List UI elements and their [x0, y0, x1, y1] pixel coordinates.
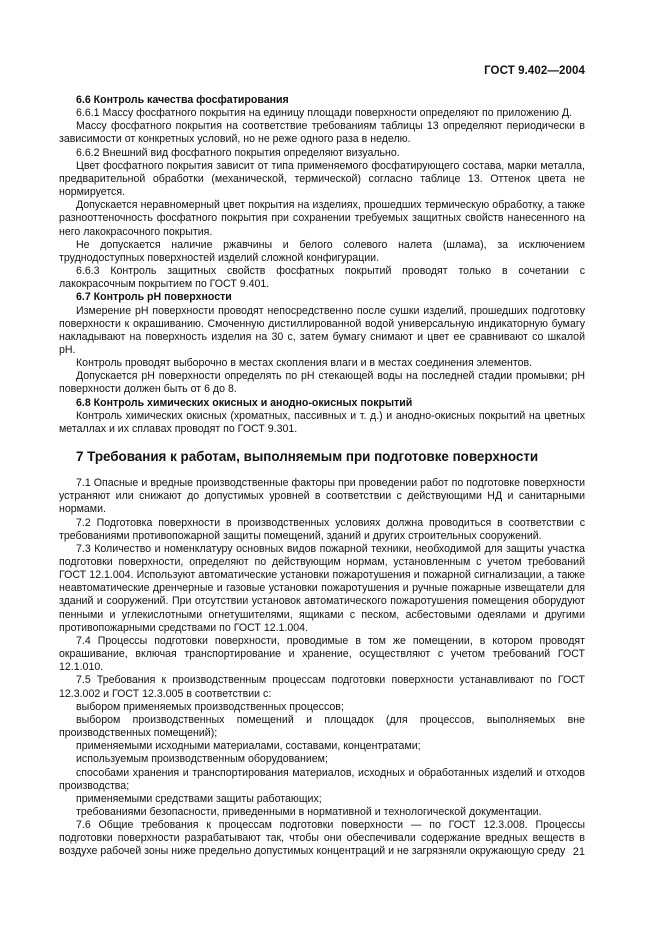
list-item: применяемыми исходными материалами, составами, концентратами; — [76, 740, 421, 753]
subsection-heading-6-8: 6.8 Контроль химических окисных и анодно-окисных покрытий — [76, 396, 413, 409]
list-item: выбором применяемых производственных процессов; — [76, 700, 344, 713]
paragraph: 6.6.1 Массу фосфатного покрытия на единицу площади поверхности определяют по приложению Д. — [76, 107, 572, 120]
list-item: выбором производственных помещений и площадок (для процессов, выполняемых вне производственных помещений); — [59, 713, 585, 740]
paragraph: Не допускается наличие ржавчины и белого солевого налета (шлама), за исключением труднодоступных поверхностей изделий сложной конфигурации. — [59, 238, 585, 264]
section-heading-7: 7 Требования к работам, выполняемым при подготовке поверхности — [76, 449, 539, 465]
paragraph: 7.6 Общие требования к процессам подготовки поверхности — по ГОСТ 12.3.008. Процессы подготовки поверхности разрабатывают так, чтобы они обеспечивали содержание вредных веществ в воздухе рабочей зоны ниже предельно допустимых концентраций и не загрязняли окружающую среду — [59, 819, 585, 858]
paragraph: Цвет фосфатного покрытия зависит от типа применяемого фосфатирующего состава, марки металла, предварительной обработки (механической, термической) согласно таблице 13. Оттенок цвета не нормируется. — [59, 159, 585, 199]
paragraph: 7.1 Опасные и вредные производственные факторы при проведении работ по подготовке поверхности устраняют или снижают до допустимых уровней в соответствии с действующими НД и санитарными нормами. — [59, 477, 585, 516]
list-item: используемым производственным оборудованием; — [76, 753, 328, 766]
paragraph: 6.6.3 Контроль защитных свойств фосфатных покрытий проводят только в сочетании с лакокрасочным покрытием по ГОСТ 9.401. — [59, 265, 585, 291]
document-code-header: ГОСТ 9.402—2004 — [484, 65, 585, 77]
paragraph: 7.2 Подготовка поверхности в производственных условиях должна проводиться в соответствии с требованиями противопожарной защиты помещений, зданий и других строительных сооружений. — [59, 516, 585, 542]
paragraph: Допускается pH поверхности определять по pH стекающей воды на последней стадии промывки; pH поверхности должен быть от 6 до 8. — [59, 370, 585, 396]
subsection-heading-6-7: 6.7 Контроль pH поверхности — [76, 291, 232, 304]
list-item: способами хранения и транспортирования материалов, исходных и обработанных изделий и отходов производства; — [59, 766, 585, 792]
paragraph: 6.6.2 Внешний вид фосфатного покрытия определяют визуально. — [76, 146, 400, 159]
paragraph: 7.3 Количество и номенклатуру основных видов пожарной техники, необходимой для защиты участка подготовки поверхности, определяют по действующим нормам, установленным с учетом требований ГОСТ 12.1.004. Используют автоматические установки пожаротушения и пожарной сигнализации, а также неавтоматические дренчерные и газовые установки пожаротушения и ручные пожарные извещатели для зданий и сооружений. При отсутствии установок автоматического пожаротушения помещения оборудуют пенными и углекислотными огнетушителями, ящиками с песком, асбестовыми одеялами и другими противопожарными средствами по ГОСТ 12.1.004. — [59, 542, 585, 634]
paragraph: Допускается неравномерный цвет покрытия на изделиях, прошедших термическую обработку, а также разнооттеночность фосфатного покрытия при сохранении требуемых защитных свойств нанесенного на него лакокрасочного покрытия. — [59, 199, 585, 238]
paragraph: Измерение pH поверхности проводят непосредственно после сушки изделий, прошедших подготовку поверхности к окрашиванию. Смоченную дистиллированной водой универсальную индикаторную бумагу накладывают на поверхность изделия на 30 с, затем бумагу снимают и цвет ее сравнивают со шкалой pH. — [59, 304, 585, 356]
page-number: 21 — [572, 846, 585, 858]
paragraph: Контроль химических окисных (хроматных, пассивных и т. д.) и анодно-окисных покрытий на цветных металлах и их сплавах проводят по ГОСТ 9.301. — [59, 409, 585, 435]
list-item: применяемыми средствами защиты работающих; — [76, 792, 322, 805]
paragraph: Контроль проводят выборочно в местах скопления влаги и в местах соединения элементов. — [76, 357, 533, 370]
subsection-heading-6-6: 6.6 Контроль качества фосфатирования — [76, 94, 289, 106]
paragraph: Массу фосфатного покрытия на соответствие требованиям таблицы 13 определяют периодически в зависимости от конкретных условий, но не реже одного раза в неделю. — [59, 120, 585, 146]
document-body — [59, 94, 585, 859]
paragraph: 7.5 Требования к производственным процессам подготовки поверхности устанавливают по ГОСТ 12.3.002 и ГОСТ 12.3.005 в соответствии с: — [59, 674, 585, 700]
paragraph: 7.4 Процессы подготовки поверхности, проводимые в том же помещении, в котором проводят окрашивание, включая транспортирование и хранение, осуществляют с учетом требований ГОСТ 12.1.010. — [59, 634, 585, 674]
list-item: требованиями безопасности, приведенными в нормативной и технологической документации. — [76, 805, 542, 818]
